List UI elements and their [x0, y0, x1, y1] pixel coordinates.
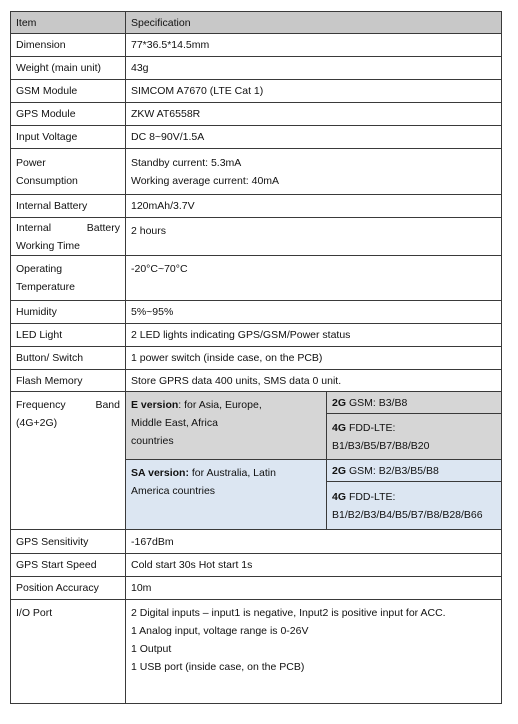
row-value: ZKW AT6558R: [126, 103, 502, 126]
io-line: 1 Output: [131, 643, 172, 655]
io-line: 1 Analog input, voltage range is 0-26V: [131, 625, 309, 637]
row-value: -167dBm: [126, 530, 502, 554]
row-value: Cold start 30s Hot start 1s: [126, 554, 502, 577]
band-value: GSM: B3/B8: [348, 396, 408, 409]
table-row: [11, 126, 502, 149]
io-line: 1 USB port (inside case, on the PCB): [131, 661, 305, 673]
row-label: Dimension: [11, 34, 126, 57]
row-label: LED Light: [11, 324, 126, 347]
e-version-desc: : for Asia, Europe,: [178, 399, 262, 411]
table-row: [11, 324, 502, 347]
e-version-desc: Middle East, Africa: [131, 417, 218, 429]
row-value: 77*36.5*14.5mm: [126, 34, 502, 57]
band-prefix: 2G: [332, 464, 347, 477]
band-value: B1/B3/B5/B7/B8/B20: [332, 439, 430, 452]
header-spec: Specification: [126, 12, 502, 34]
table-row: [11, 218, 502, 256]
row-label: GPS Start Speed: [11, 554, 126, 577]
table-row: [11, 256, 502, 301]
band-value: B1/B2/B3/B4/B5/B7/B8/B28/B66: [332, 508, 483, 521]
table-row: [11, 530, 502, 554]
row-label: Button/ Switch: [11, 347, 126, 370]
row-label-line: Power: [16, 156, 46, 169]
row-label-line: Consumption: [16, 174, 78, 187]
sa-version-title: SA version:: [131, 467, 189, 479]
table-row: [11, 103, 502, 126]
row-value: 2 LED lights indicating GPS/GSM/Power status: [126, 324, 502, 347]
row-value: [126, 600, 502, 704]
e-version-description: [126, 392, 327, 460]
sa-version-desc: for Australia, Latin: [191, 467, 276, 479]
band-value: GSM: B2/B3/B5/B8: [348, 464, 439, 477]
table-row: [11, 370, 502, 392]
row-value: 1 power switch (inside case, on the PCB): [126, 347, 502, 370]
row-value-line: Working average current: 40mA: [131, 174, 280, 187]
header-item: Item: [11, 12, 126, 34]
band-prefix: 2G: [332, 396, 347, 409]
row-label: GPS Sensitivity: [11, 530, 126, 554]
row-label-line: Working Time: [16, 239, 80, 252]
row-label: Weight (main unit): [11, 57, 126, 80]
row-label: GSM Module: [11, 80, 126, 103]
row-value: 2 hours: [126, 218, 502, 256]
table-header-row: [11, 12, 502, 34]
table-row-frequency: [11, 392, 502, 414]
table-row: [11, 600, 502, 704]
row-value: [126, 149, 502, 195]
spec-table: [10, 11, 502, 704]
row-label-line: Operating: [16, 263, 63, 275]
row-label: I/O Port: [11, 600, 126, 704]
row-value: 5%~95%: [126, 301, 502, 324]
row-label: Position Accuracy: [11, 577, 126, 600]
table-row: [11, 34, 502, 57]
row-label-line: Temperature: [16, 281, 75, 293]
row-label-line: Internal Battery: [16, 221, 120, 234]
row-value: 10m: [126, 577, 502, 600]
band-prefix: 4G: [332, 421, 347, 434]
table-row: [11, 347, 502, 370]
row-value: Store GPRS data 400 units, SMS data 0 unit.: [126, 370, 502, 392]
table-row: [11, 554, 502, 577]
sa-version-2g: [327, 460, 502, 482]
row-value: 120mAh/3.7V: [126, 195, 502, 218]
row-label: Internal Battery: [11, 195, 126, 218]
row-value: DC 8~90V/1.5A: [126, 126, 502, 149]
table-row: [11, 149, 502, 195]
io-line: 2 Digital inputs – input1 is negative, Input2 is positive input for ACC.: [131, 607, 446, 619]
table-row: [11, 195, 502, 218]
row-label-line: (4G+2G): [16, 417, 58, 429]
sa-version-desc: America countries: [131, 485, 216, 497]
e-version-2g: [327, 392, 502, 414]
row-label: Humidity: [11, 301, 126, 324]
row-label: Flash Memory: [11, 370, 126, 392]
sa-version-4g: [327, 482, 502, 530]
e-version-title: E version: [131, 399, 179, 411]
row-value: SIMCOM A7670 (LTE Cat 1): [126, 80, 502, 103]
row-label: GPS Module: [11, 103, 126, 126]
table-row: [11, 577, 502, 600]
band-value: FDD-LTE:: [348, 490, 396, 503]
e-version-4g: [327, 414, 502, 460]
row-label: [11, 256, 126, 301]
band-prefix: 4G: [332, 490, 347, 503]
row-label: [11, 218, 126, 256]
row-value: -20°C~70°C: [126, 256, 502, 301]
table-row: [11, 57, 502, 80]
row-value-line: Standby current: 5.3mA: [131, 156, 242, 169]
row-label: Input Voltage: [11, 126, 126, 149]
row-label: [11, 392, 126, 530]
band-value: FDD-LTE:: [348, 421, 396, 434]
row-value: 43g: [126, 57, 502, 80]
row-label-line: Frequency Band: [16, 399, 120, 411]
row-label: [11, 149, 126, 195]
sa-version-description: [126, 460, 327, 530]
e-version-desc: countries: [131, 435, 174, 447]
table-row: [11, 80, 502, 103]
table-row: [11, 301, 502, 324]
